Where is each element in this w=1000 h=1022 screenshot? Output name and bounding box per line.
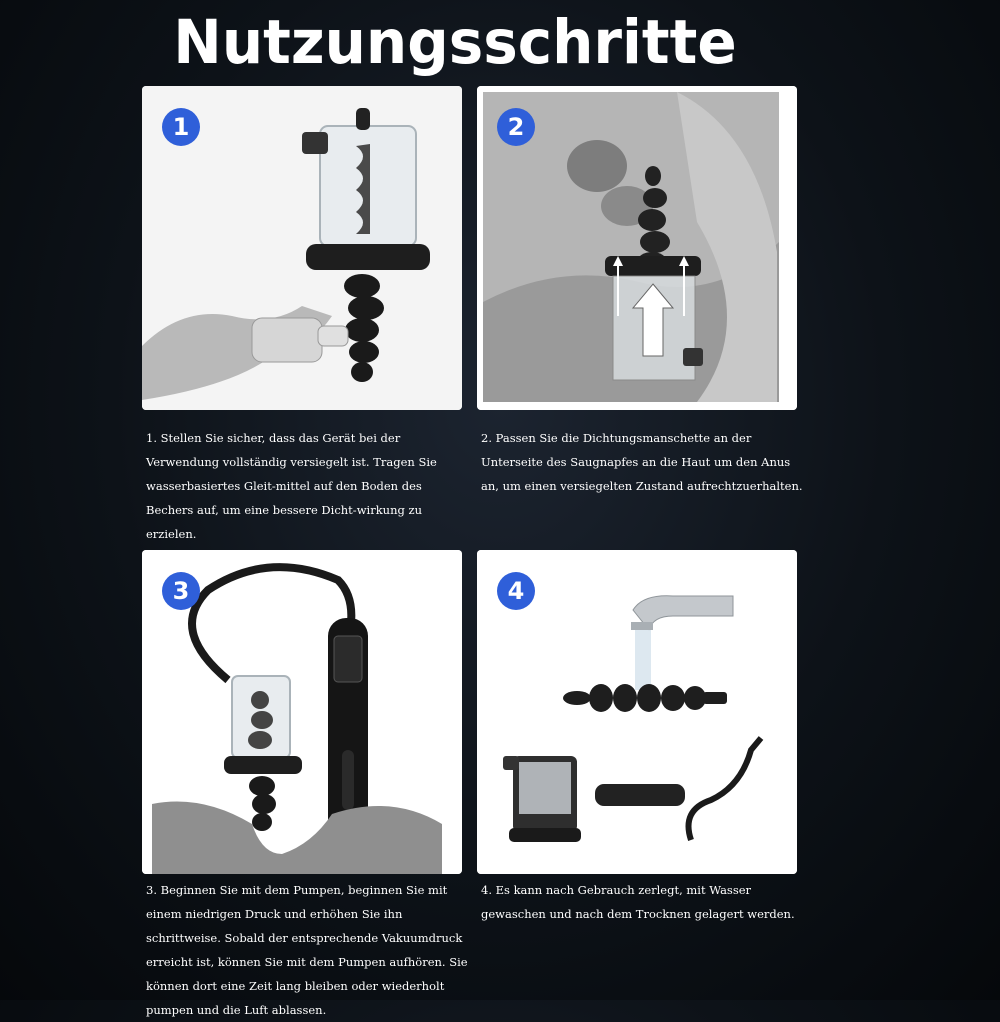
step-3-description: 3. Beginnen Sie mit dem Pumpen, beginnen Sie mit einem niedrigen Druck und erhöhen Sie ihn schrittweise. Sobald der entsprechende Vakuumdruck erreicht ist, können Sie mit dem Pumpen aufhören. Sie können dort eine Zeit lang bleiben oder wiederholt pumpen und die Luft ablassen.	[146, 883, 468, 1017]
step-1-badge: 1	[162, 108, 200, 146]
step-2-description: 2. Passen Sie die Dichtungsmanschette an der Unterseite des Saugnapfes an die Haut um den Anus an, um einen versiegelten Zustand aufrechtzuerhalten.	[481, 431, 803, 493]
step-1-description: 1. Stellen Sie sicher, dass das Gerät bei der Verwendung vollständig versiegelt ist. Tragen Sie wasserbasiertes Gleit-mittel auf den Boden des Bechers auf, um eine bessere Dicht-wirkung zu erzielen.	[146, 431, 437, 541]
step-4-description: 4. Es kann nach Gebrauch zerlegt, mit Wasser gewaschen und nach dem Trocknen gelagert werden.	[481, 883, 795, 921]
step-4-image	[477, 550, 797, 874]
step-4-badge: 4	[497, 572, 535, 610]
step-1-image	[142, 86, 462, 410]
page-title: Nutzungsschritte	[173, 6, 737, 78]
step-3-image	[142, 550, 462, 874]
step-2-image	[477, 86, 797, 410]
step-2-badge: 2	[497, 108, 535, 146]
step-3-badge: 3	[162, 572, 200, 610]
